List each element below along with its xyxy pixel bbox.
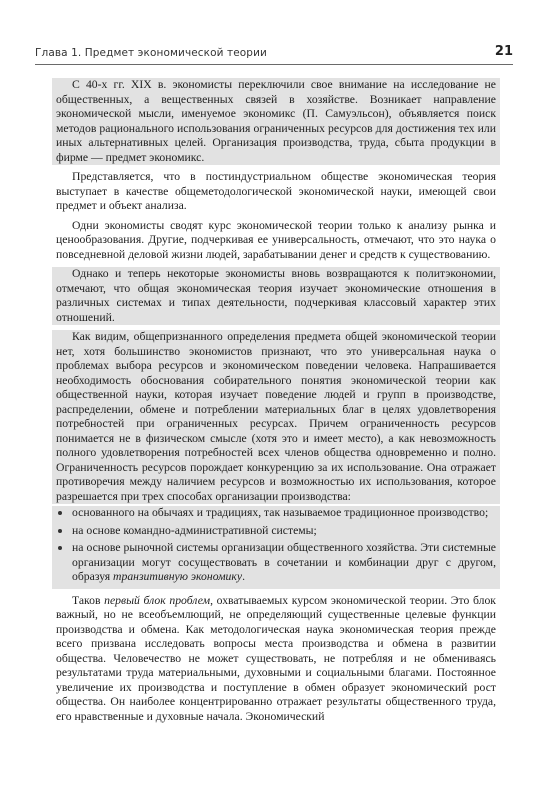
body-text xyxy=(56,78,496,724)
bullet-icon xyxy=(58,529,62,533)
paragraph-2: Представляется, что в постиндустриальном обществе экономическая теория выступает в качестве общеметодологической экономической науки, имеющей свои предмет и объект анализа. xyxy=(56,170,496,212)
list-item: на основе командно-административной системы; xyxy=(56,524,496,539)
emphasis-term: первый блок проблем xyxy=(104,593,211,607)
running-title: Глава 1. Предмет экономической теории xyxy=(35,47,267,59)
paragraph-5: Как видим, общепризнанного определения предмета общей экономической теории нет, хотя большинство экономистов признают, что это универсальная наука о проблемах выбора ресурсов и экономическом поведении человека. Напрашивается необходимость обоснования собирательного понятия экономической теории как общественной науки, которая изучает поведение людей и групп в производстве, распределении, обмене и потреблении материальных благ в целях удовлетворения потребностей при ограниченных ресурсах. Причем ограниченность ресурсов понимается не в физическом смысле (хотя это и имеет место), а как невозможность полного удовлетворения потребностей всех членов общества одновременно и полно. Ограниченность ресурсов порождает конкуренцию за их использование. Она отражает противоречия между наличием ресурсов и возможностью их использования, которое разрешается при трех способах организации производства: xyxy=(52,330,500,504)
paragraph-3: Одни экономисты сводят курс экономической теории только к анализу рынка и ценообразования. Другие, подчеркивая ее универсальность, отмечают, что это наука о повседневной деловой жизни людей, зарабатывании денег и средств к существованию. xyxy=(56,218,496,261)
paragraph-1: С 40-х гг. XIX в. экономисты переключили свое внимание на исследование не общественных, а вещественных связей в хозяйстве. Возникает направление экономической мысли, именуемое экономикс (П. Самуэльсон), объявляется поиск методов рационального использования ограниченных ресурсов для достижения тех или иных альтернативных целей. Организация производства, труда, сбыта продукции в фирме — предмет экономикс. xyxy=(52,78,500,165)
list-item: основанного на обычаях и традициях, так называемое традиционное производство; xyxy=(56,506,496,521)
bullet-icon xyxy=(58,511,62,515)
paragraph-4: Однако и теперь некоторые экономисты вновь возвращаются к политэкономии, отмечают, что общая экономическая теория изучает экономические отношения в различных системах и типах деятельности, подчеркивая классовый характер этих отношений. xyxy=(52,267,500,325)
bullet-list xyxy=(52,506,500,589)
page-header xyxy=(35,42,513,65)
paragraph-6: Таков первый блок проблем, охватываемых курсом экономической теории. Это блок важный, но не всеобъемлющий, не определяющий существенные целевые функции производства и обмена. Как методологическая наука экономическая теория прежде всего призвана исследовать вопросы места производства и обмена в развитии общества. Человечество не может существовать, не потребляя и не обмениваясь результатами труда материальными, духовными и социальными благами. Постоянное увеличение их производства и поступление в обмен образует экономический рост общества. Он наиболее концентрированно отражает результаты общественного труда, его нравственные и духовные начала. Экономический xyxy=(56,593,496,723)
list-item: на основе рыночной системы организации общественного хозяйства. Эти системные организации могут сосуществовать в сочетании и комбинации друг с другом, образуя транзитивную экономику. xyxy=(56,541,496,585)
emphasis-term: транзитивную экономику xyxy=(113,570,243,583)
page-number: 21 xyxy=(494,44,513,59)
bullet-icon xyxy=(58,546,62,550)
